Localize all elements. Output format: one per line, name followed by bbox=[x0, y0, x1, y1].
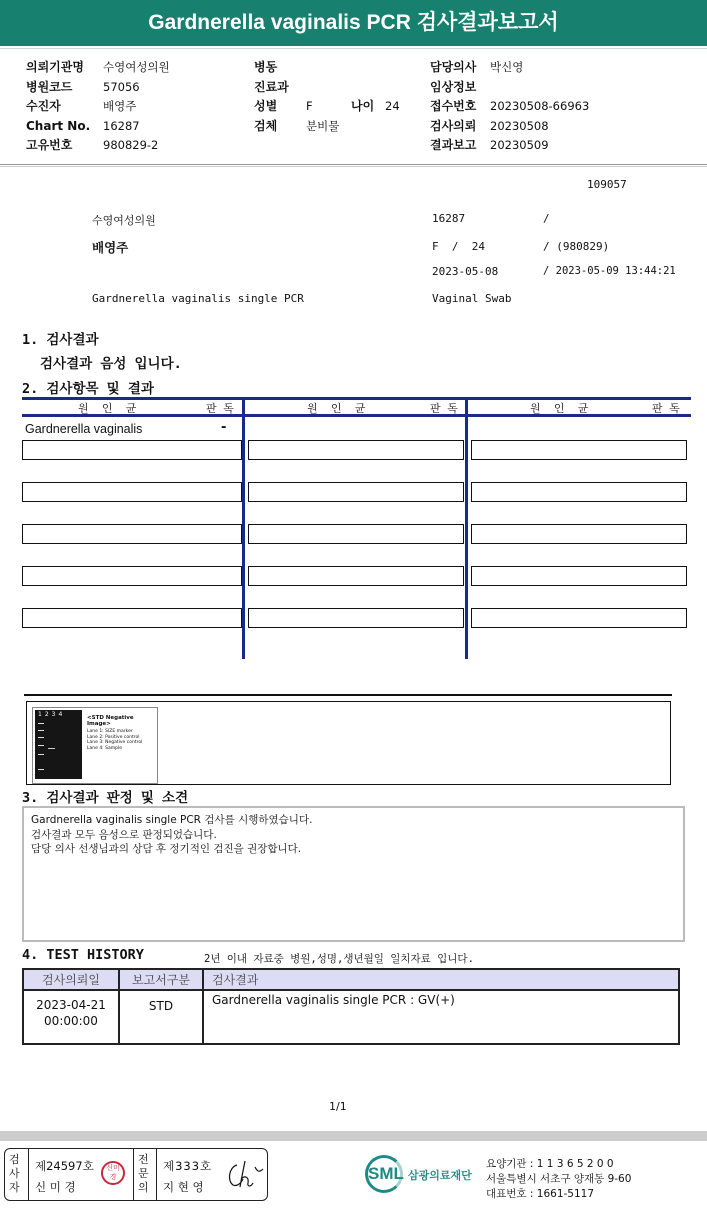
col-header-pathogen-1: 원 인 균 bbox=[78, 402, 137, 415]
gel-legend-1: Lane 1: SIZE marker bbox=[87, 729, 133, 734]
gel-legend-3: Lane 3: Negative control bbox=[87, 740, 143, 745]
reviewer-no: 제333호 bbox=[163, 1159, 213, 1173]
empty-cell bbox=[248, 440, 464, 460]
col-header-judge-3: 판 독 bbox=[652, 402, 680, 415]
result-judge: - bbox=[221, 420, 227, 435]
opinion-line: 검사결과 모두 음성으로 판정되었습니다. bbox=[31, 828, 217, 841]
history-header-date: 검사의뢰일 bbox=[23, 969, 119, 990]
empty-cell bbox=[22, 566, 242, 586]
empty-cell bbox=[471, 482, 687, 502]
empty-cell bbox=[22, 440, 242, 460]
org-name: 삼광의료재단 bbox=[408, 1169, 472, 1182]
page-number: 1/1 bbox=[329, 1100, 347, 1113]
empty-cell bbox=[248, 482, 464, 502]
history-time: 00:00:00 bbox=[44, 1014, 98, 1028]
empty-cell bbox=[22, 524, 242, 544]
empty-cell bbox=[248, 524, 464, 544]
empty-cell bbox=[22, 608, 242, 628]
sample-report-date: / 2023-05-09 13:44:21 bbox=[543, 265, 676, 277]
sml-logo bbox=[365, 1155, 407, 1195]
col-header-judge-2: 판 독 bbox=[430, 402, 458, 415]
sample-patient: 배영주 bbox=[92, 240, 129, 255]
empty-cell bbox=[471, 440, 687, 460]
sample-test-name: Gardnerella vaginalis single PCR bbox=[92, 292, 304, 305]
opinion-line: Gardnerella vaginalis single PCR 검사를 시행하였습니다. bbox=[31, 814, 313, 826]
empty-cell bbox=[248, 608, 464, 628]
history-result: Gardnerella vaginalis single PCR : GV(+) bbox=[203, 990, 679, 1044]
gel-legend-4: Lane 4: Sample bbox=[87, 746, 122, 751]
empty-cell bbox=[22, 482, 242, 502]
gel-image: 1234 bbox=[35, 710, 82, 779]
gel-title: <STD Negative Image> bbox=[87, 715, 134, 727]
history-date: 2023-04-21 bbox=[36, 998, 106, 1012]
sml-logo-text: SML bbox=[368, 1164, 404, 1183]
opinion-line: 담당 의사 선생님과의 상담 후 정기적인 검진을 권장합니다. bbox=[31, 843, 302, 855]
section1-result: 검사결과 음성 입니다. bbox=[40, 356, 182, 372]
reviewer-label: 전문의 bbox=[138, 1153, 149, 1194]
sample-chart: 16287 bbox=[432, 212, 466, 225]
section2-title: 2. 검사항목 및 결과 bbox=[22, 381, 154, 397]
inspector-label: 검사자 bbox=[9, 1153, 20, 1194]
empty-cell bbox=[471, 566, 687, 586]
gel-thumbnail bbox=[32, 707, 158, 784]
results-table bbox=[22, 397, 691, 659]
col-header-pathogen-2: 원 인 균 bbox=[307, 402, 366, 415]
sample-birth: / (980829) bbox=[543, 240, 610, 253]
section4-title: 4. TEST HISTORY bbox=[22, 947, 144, 963]
empty-cell bbox=[248, 566, 464, 586]
history-header-type: 보고서구분 bbox=[119, 969, 203, 990]
info-mid: 병동 진료과 성별 F 나이 24 검체 분비물 bbox=[254, 60, 400, 133]
org-code: 요양기관 : 1 1 3 6 5 2 0 0 bbox=[486, 1158, 614, 1170]
sample-clinic: 수영여성의원 bbox=[92, 214, 156, 227]
section3-title: 3. 검사결과 판정 및 소견 bbox=[22, 790, 189, 806]
history-note: 2년 이내 자료중 병원,성명,생년월일 일치자료 입니다. bbox=[204, 953, 474, 965]
result-pathogen: Gardnerella vaginalis bbox=[25, 422, 143, 436]
history-header-result: 검사결과 bbox=[203, 969, 679, 990]
gel-legend-2: Lane 2: Positive control bbox=[87, 735, 140, 740]
sample-specimen: Vaginal Swab bbox=[432, 292, 512, 305]
info-right: 담당의사 박신영 임상정보 접수번호 20230508-66963 검사의뢰 20230508 결과보고 20230509 bbox=[430, 60, 590, 152]
history-table bbox=[22, 968, 680, 1045]
sample-recv-date: 2023-05-08 bbox=[432, 265, 499, 278]
report-title: Gardnerella vaginalis PCR 검사결과보고서 bbox=[0, 0, 707, 46]
inspector-seal: 신미경 bbox=[101, 1161, 125, 1185]
inspector-name: 신 미 경 bbox=[35, 1180, 76, 1194]
opinion-box bbox=[22, 806, 685, 942]
history-type: STD bbox=[119, 990, 203, 1044]
col-header-pathogen-3: 원 인 균 bbox=[530, 402, 589, 415]
inspector-no: 제24597호 bbox=[35, 1159, 94, 1173]
info-left: 의뢰기관명 수영여성의원 병원코드 57056 수진자 배영주 Chart No. 16287 고유번호 980829-2 bbox=[26, 60, 170, 152]
section1-title: 1. 검사결과 bbox=[22, 332, 99, 348]
sample-id: 109057 bbox=[587, 178, 627, 191]
signature-icon bbox=[223, 1157, 265, 1193]
org-address: 서울특별시 서초구 양재동 9-60 bbox=[486, 1173, 632, 1185]
reviewer-name: 지 현 영 bbox=[163, 1180, 204, 1194]
gel-panel bbox=[26, 701, 671, 785]
col-header-judge-1: 판 독 bbox=[206, 402, 234, 415]
signature-box bbox=[4, 1148, 268, 1201]
sample-slash: / bbox=[543, 212, 550, 225]
history-date-cell bbox=[23, 990, 119, 1044]
empty-cell bbox=[471, 524, 687, 544]
org-phone: 대표번호 : 1661-5117 bbox=[486, 1188, 595, 1200]
sample-sex-age: F / 24 bbox=[432, 240, 485, 253]
empty-cell bbox=[471, 608, 687, 628]
